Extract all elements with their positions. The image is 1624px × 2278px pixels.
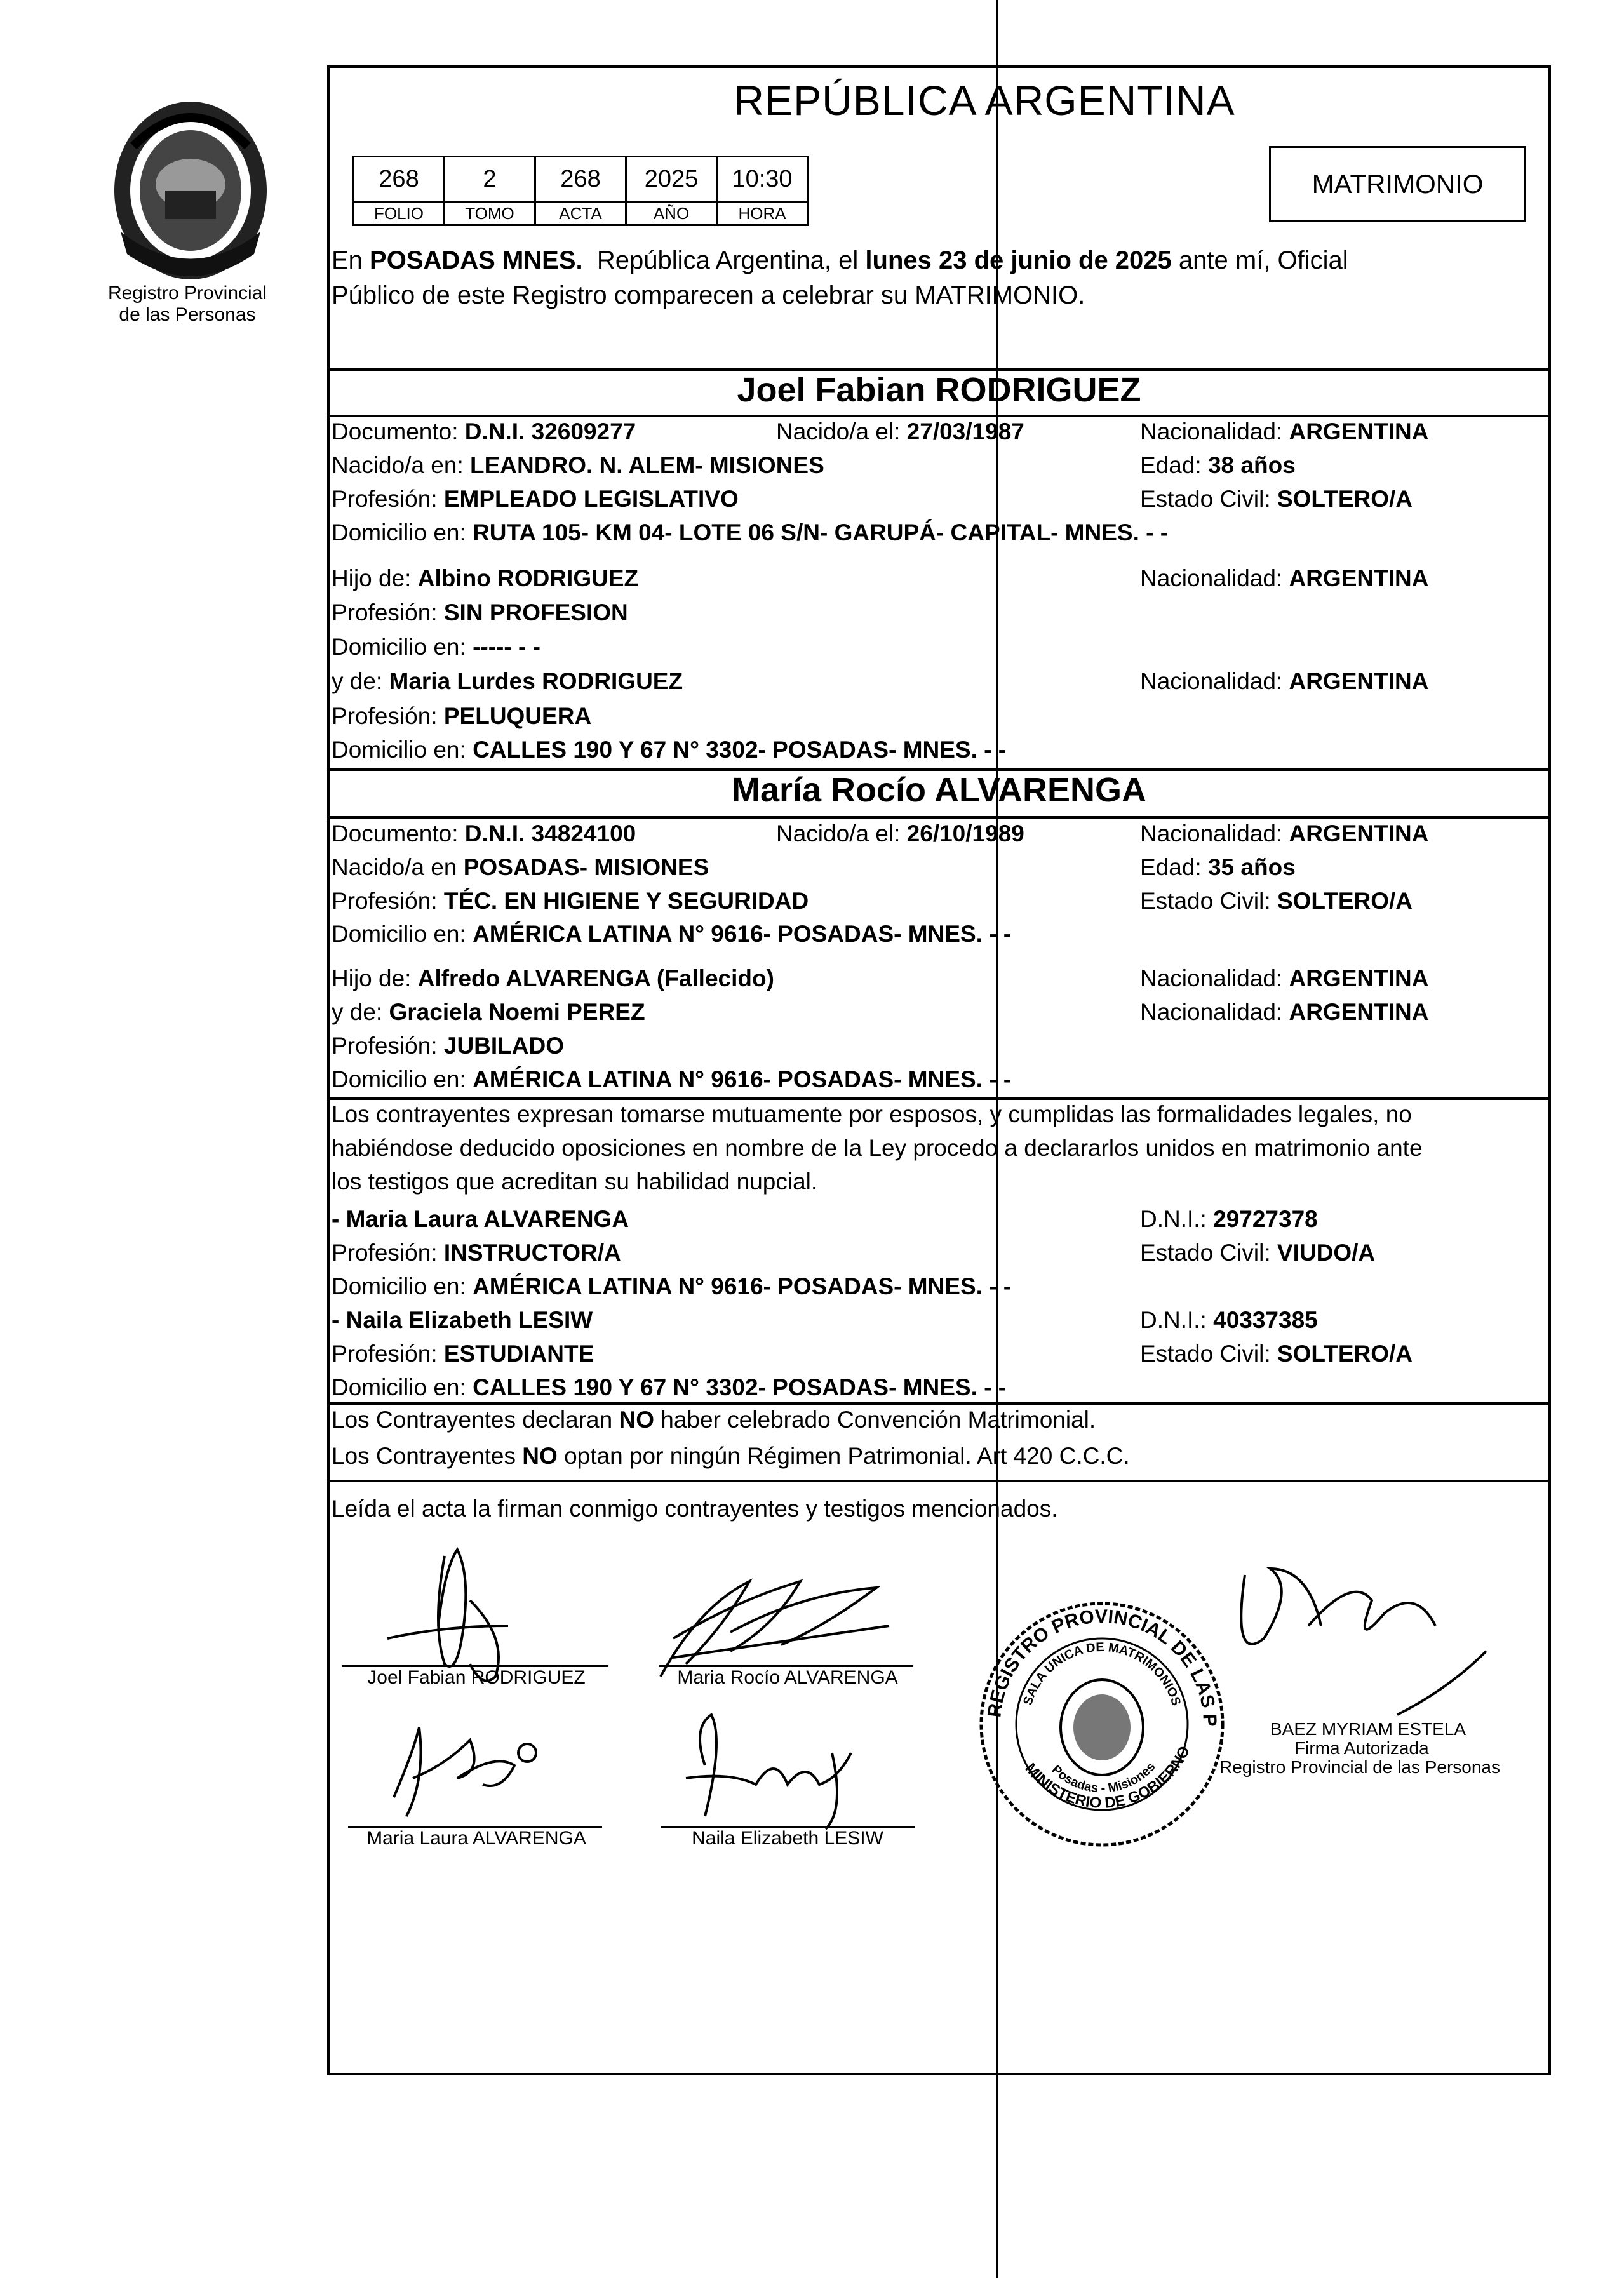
value: ARGENTINA: [1289, 419, 1429, 445]
signature-label-1: Joel Fabian RODRIGUEZ: [367, 1667, 586, 1688]
emphasis: NO: [619, 1407, 654, 1433]
value: TÉC. EN HIGIENE Y SEGURIDAD: [443, 888, 809, 914]
value: POSADAS- MISIONES: [463, 854, 709, 880]
value: 40337385: [1213, 1307, 1318, 1333]
value: ARGENTINA: [1289, 668, 1429, 694]
label: Hijo de:: [332, 965, 418, 991]
value: ARGENTINA: [1289, 565, 1429, 591]
value: ESTUDIANTE: [443, 1341, 594, 1367]
label: Hijo de:: [332, 565, 418, 591]
stamp-inner-text: SALA UNICA DE MATRIMONIOS: [1021, 1640, 1183, 1708]
emphasis: NO: [522, 1443, 558, 1469]
value: 35 años: [1207, 854, 1296, 880]
officer-name: BAEZ MYRIAM ESTELA: [1270, 1719, 1466, 1739]
year-label: AÑO: [626, 202, 717, 225]
year-value: 2025: [626, 157, 717, 202]
label: Estado Civil:: [1140, 1240, 1277, 1266]
value: Maria Lurdes RODRIGUEZ: [389, 668, 683, 694]
tomo-label: TOMO: [445, 202, 535, 225]
value: 27/03/1987: [906, 419, 1024, 445]
signature-maria-laura: [394, 1727, 536, 1816]
label: Domicilio en:: [332, 519, 473, 546]
text: optan por ningún Régimen Patrimonial. Art 420 C.C.C.: [557, 1443, 1130, 1469]
value: Albino RODRIGUEZ: [417, 565, 639, 591]
text: Los Contrayentes: [332, 1443, 523, 1469]
official-stamp: [967, 1581, 1229, 1851]
stamp-bottom-text: MINISTERIO DE GOBIERNO: [1021, 1743, 1194, 1812]
label: Profesión:: [332, 1240, 444, 1266]
value: D.N.I. 32609277: [464, 419, 636, 445]
label: Nacionalidad:: [1140, 565, 1289, 591]
label: Domicilio en:: [332, 921, 473, 947]
value: Graciela Noemi PEREZ: [389, 999, 645, 1025]
value: SIN PROFESION: [443, 600, 628, 626]
signature-maria-rocio: [661, 1581, 889, 1677]
intro-post: ante mí, Oficial: [1171, 246, 1348, 274]
value: Alfredo ALVARENGA (Fallecido): [417, 965, 774, 991]
signature-label-3: Maria Laura ALVARENGA: [366, 1828, 586, 1849]
spouse2-name: María Rocío ALVARENGA: [731, 771, 1147, 809]
label: Domicilio en:: [332, 1273, 473, 1299]
acta-label: ACTA: [535, 202, 626, 225]
officer-role: Firma Autorizada: [1294, 1738, 1429, 1758]
label: Estado Civil:: [1140, 888, 1277, 914]
label: Edad:: [1140, 452, 1208, 478]
value: EMPLEADO LEGISLATIVO: [443, 486, 739, 512]
value: VIUDO/A: [1277, 1240, 1376, 1266]
value: CALLES 190 Y 67 N° 3302- POSADAS- MNES. - -: [473, 737, 1007, 763]
label: Domicilio en:: [332, 1374, 473, 1400]
label: Profesión:: [332, 888, 444, 914]
folio-value: 268: [354, 157, 445, 202]
label: Profesión:: [332, 600, 444, 626]
label: Nacido/a en:: [332, 452, 471, 478]
label: D.N.I.:: [1140, 1307, 1214, 1333]
value: AMÉRICA LATINA N° 9616- POSADAS- MNES. - -: [473, 921, 1012, 947]
witness2-name: - Naila Elizabeth LESIW: [332, 1307, 593, 1333]
signature-label-4: Naila Elizabeth LESIW: [692, 1828, 883, 1849]
tomo-value: 2: [445, 157, 535, 202]
value: PELUQUERA: [443, 703, 592, 729]
signature-joel: [387, 1550, 508, 1681]
signature-naila: [686, 1715, 851, 1829]
label: D.N.I.:: [1140, 1206, 1214, 1232]
stamp-outer-text: REGISTRO PROVINCIAL DE LAS PERSONAS: [967, 1581, 1221, 1727]
value: D.N.I. 34824100: [464, 821, 636, 847]
declaration-line-2: habiéndose deducido oposiciones en nombre de la Ley procedo a declararlos unidos en matrimonio ante: [332, 1135, 1423, 1161]
hour-label: HORA: [717, 202, 808, 225]
value: SOLTERO/A: [1277, 486, 1413, 512]
stamp-city-text: Posadas - Misiones: [1049, 1760, 1158, 1796]
value: LEANDRO. N. ALEM- MISIONES: [470, 452, 824, 478]
value: ARGENTINA: [1289, 965, 1429, 991]
closing-line: Leída el acta la firman conmigo contrayentes y testigos mencionados.: [332, 1496, 1058, 1522]
value: JUBILADO: [443, 1033, 564, 1059]
label: Edad:: [1140, 854, 1208, 880]
label: Profesión:: [332, 486, 444, 512]
value: ARGENTINA: [1289, 821, 1429, 847]
folio-label: FOLIO: [354, 202, 445, 225]
value: ----- - -: [473, 634, 540, 660]
label: Documento:: [332, 821, 465, 847]
text: haber celebrado Convención Matrimonial.: [654, 1407, 1096, 1433]
label: Estado Civil:: [1140, 1341, 1277, 1367]
label: y de:: [332, 668, 389, 694]
value: RUTA 105- KM 04- LOTE 06 S/N- GARUPÁ- CAPITAL- MNES. - -: [473, 519, 1169, 546]
spouse1-name: Joel Fabian RODRIGUEZ: [737, 371, 1141, 409]
stamp-emblem-center: [1073, 1694, 1131, 1760]
hour-value: 10:30: [717, 157, 808, 202]
label: Nacionalidad:: [1140, 419, 1289, 445]
intro-date: lunes 23 de junio de 2025: [865, 246, 1172, 274]
label: Domicilio en:: [332, 1066, 473, 1092]
label: Nacido/a el:: [776, 821, 907, 847]
value: 29727378: [1213, 1206, 1318, 1232]
declaration-line-1: Los contrayentes expresan tomarse mutuamente por esposos, y cumplidas las formalidades legales, no: [332, 1101, 1412, 1127]
label: Estado Civil:: [1140, 486, 1277, 512]
value: CALLES 190 Y 67 N° 3302- POSADAS- MNES. - -: [473, 1374, 1007, 1400]
label: Nacionalidad:: [1140, 999, 1289, 1025]
logo-line-1: Registro Provincial: [107, 283, 267, 304]
signature-label-2: Maria Rocío ALVARENGA: [677, 1667, 898, 1688]
value: INSTRUCTOR/A: [443, 1240, 621, 1266]
value: ARGENTINA: [1289, 999, 1429, 1025]
label: Domicilio en:: [332, 634, 473, 660]
value: SOLTERO/A: [1277, 888, 1413, 914]
intro-mid: República Argentina, el: [582, 246, 866, 274]
signature-officer: [1241, 1569, 1486, 1715]
value: AMÉRICA LATINA N° 9616- POSADAS- MNES. - -: [473, 1066, 1012, 1092]
act-type-box: MATRIMONIO: [1269, 146, 1526, 222]
label: Profesión:: [332, 1033, 444, 1059]
label: Nacionalidad:: [1140, 821, 1289, 847]
officer-office: Registro Provincial de las Personas: [1219, 1757, 1500, 1777]
witness1-name: - Maria Laura ALVARENGA: [332, 1206, 629, 1232]
logo-line-2: de las Personas: [119, 304, 256, 325]
acta-value: 268: [535, 157, 626, 202]
label: Profesión:: [332, 1341, 444, 1367]
label: Profesión:: [332, 703, 444, 729]
declaration-line-3: los testigos que acreditan su habilidad nupcial.: [332, 1169, 818, 1195]
value: 38 años: [1207, 452, 1296, 478]
label: Documento:: [332, 419, 465, 445]
label: Nacionalidad:: [1140, 965, 1289, 991]
label: y de:: [332, 999, 389, 1025]
country-title: REPÚBLICA ARGENTINA: [734, 77, 1235, 124]
value: 26/10/1989: [906, 821, 1024, 847]
officer-block: [1219, 1719, 1500, 1777]
label: Domicilio en:: [332, 737, 473, 763]
text: Los Contrayentes declaran: [332, 1407, 619, 1433]
value: AMÉRICA LATINA N° 9616- POSADAS- MNES. - -: [473, 1273, 1012, 1299]
intro-place: POSADAS MNES.: [370, 246, 583, 274]
intro-line-2: Público de este Registro comparecen a celebrar su MATRIMONIO.: [332, 281, 1085, 309]
label: Nacido/a el:: [776, 419, 907, 445]
label: Nacionalidad:: [1140, 668, 1289, 694]
value: SOLTERO/A: [1277, 1341, 1413, 1367]
intro-pre: En: [332, 246, 370, 274]
label: Nacido/a en: [332, 854, 464, 880]
